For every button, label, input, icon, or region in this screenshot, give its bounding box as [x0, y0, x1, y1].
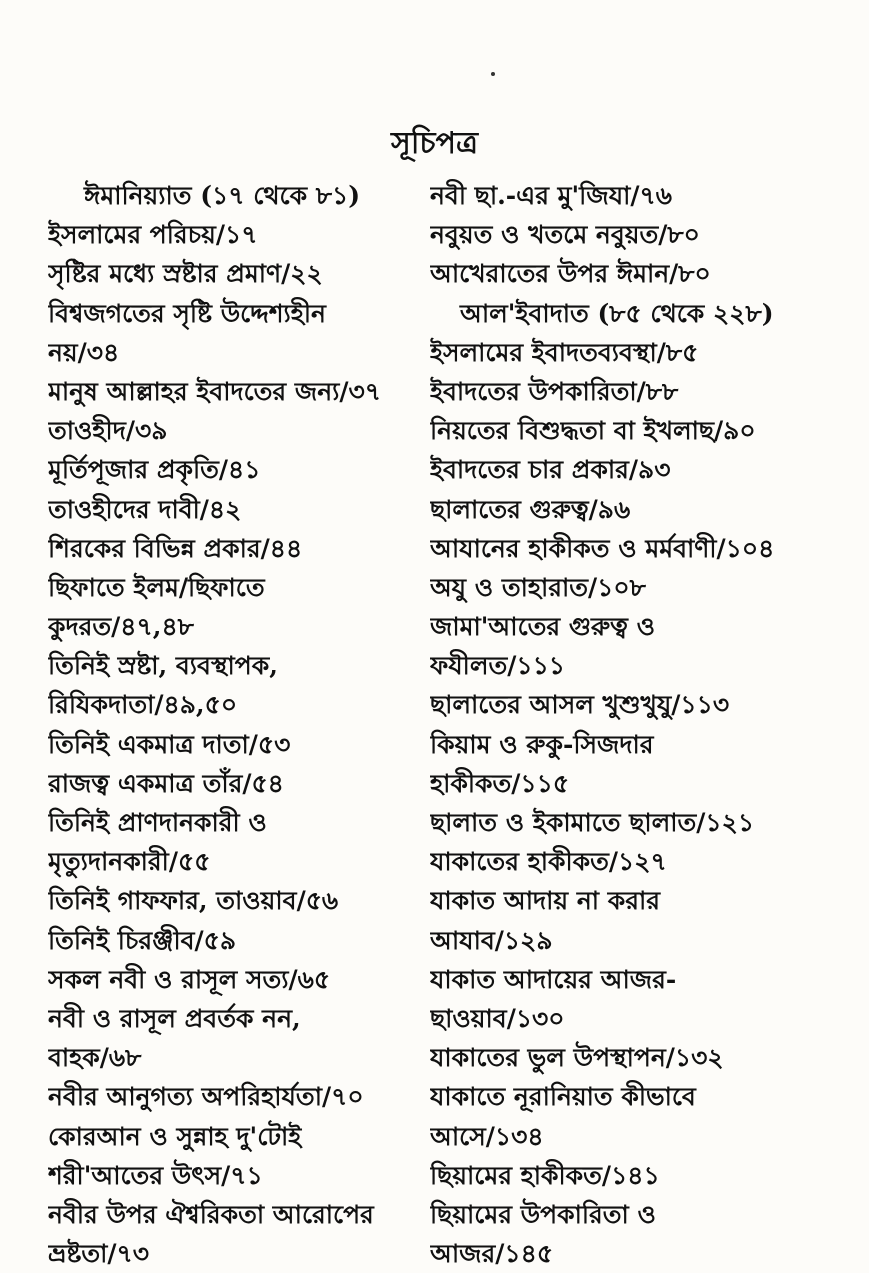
toc-entry: কুদরত/৪৭,৪৮ [48, 612, 194, 642]
toc-entry: ছিয়ামের হাকীকত/১৪১ [430, 1160, 660, 1190]
page-title: সূচিপত্র [391, 126, 478, 161]
toc-entry: তিনিই একমাত্র দাতা/৫৩ [48, 729, 291, 759]
toc-entry: যাকাতের ভুল উপস্থাপন/১৩২ [430, 1043, 724, 1073]
toc-entry: মূর্তিপূজার প্রকৃতি/৪১ [48, 455, 261, 485]
toc-entry: সকল নবী ও রাসূল সত্য/৬৫ [48, 964, 331, 994]
toc-entry: কিয়াম ও রুকু-সিজদার [430, 729, 654, 759]
toc-entry: রিযিকদাতা/৪৯,৫০ [48, 690, 238, 720]
toc-entry: মানুষ আল্লাহর ইবাদতের জন্য/৩৭ [48, 376, 382, 406]
toc-entry: নবী ও রাসূল প্রবর্তক নন, [48, 1003, 301, 1033]
toc-entry: ইবাদতের উপকারিতা/৮৮ [430, 376, 679, 406]
toc-entry: বাহক/৬৮ [48, 1043, 142, 1073]
toc-entry: ইসলামের পরিচয়/১৭ [48, 220, 258, 250]
toc-entry: ছিয়ামের উপকারিতা ও [430, 1199, 656, 1229]
toc-entry: বিশ্বজগতের সৃষ্টি উদ্দেশ্যহীন [48, 298, 326, 328]
toc-entry: নবীর উপর ঐশ্বরিকতা আরোপের [48, 1199, 374, 1229]
toc-entry: রাজত্ব একমাত্র তাঁর/৫৪ [48, 768, 284, 798]
toc-left-column [48, 176, 420, 1273]
toc-entry: সৃষ্টির মধ্যে স্রষ্টার প্রমাণ/২২ [48, 259, 323, 289]
toc-right-column [430, 176, 830, 1273]
toc-entry: জামা'আতের গুরুত্ব ও [430, 612, 656, 642]
toc-entry: যাকাত আদায় না করার [430, 886, 660, 916]
toc-entry: আযানের হাকীকত ও মর্মবাণী/১০৪ [430, 533, 775, 563]
toc-entry: শিরকের বিভিন্ন প্রকার/৪৪ [48, 533, 303, 563]
toc-entry: শরী'আতের উৎস/৭১ [48, 1160, 263, 1190]
toc-entry: ছালাত ও ইকামাতে ছালাত/১২১ [430, 808, 755, 837]
toc-section-heading: ঈমানিয়্যাত (১৭ থেকে ৮১) [84, 181, 361, 210]
toc-entry: তিনিই চিরঞ্জীব/৫৯ [48, 925, 237, 955]
toc-entry: আজর/১৪৫ [430, 1239, 554, 1269]
toc-entry: তাওহীদের দাবী/৪২ [48, 494, 242, 524]
toc-entry: অযু ও তাহারাত/১০৮ [430, 572, 646, 602]
toc-entry: আযাব/১২৯ [430, 925, 553, 955]
toc-entry: আখেরাতের উপর ঈমান/৮০ [430, 259, 711, 289]
toc-section-heading: আল'ইবাদাত (৮৫ থেকে ২২৮) [460, 298, 774, 328]
toc-entry: ছালাতের আসল খুশুখুযু/১১৩ [430, 690, 730, 720]
toc-entry: তাওহীদ/৩৯ [48, 416, 168, 446]
toc-entry: তিনিই প্রাণদানকারী ও [48, 808, 267, 837]
toc-entry: ইসলামের ইবাদতব্যবস্থা/৮৫ [430, 337, 699, 367]
toc-entry: নবী ছা.-এর মু'জিযা/৭৬ [430, 181, 672, 210]
toc-entry: যাকাতের হাকীকত/১২৭ [430, 847, 667, 877]
toc-entry: ছিফাতে ইলম/ছিফাতে [48, 572, 265, 602]
toc-entry: ইবাদতের চার প্রকার/৯৩ [430, 455, 671, 485]
toc-entry: তিনিই গাফফার, তাওয়াব/৫৬ [48, 886, 339, 916]
toc-entry: হাকীকত/১১৫ [430, 768, 570, 798]
toc-entry: আসে/১৩৪ [430, 1121, 544, 1151]
toc-entry: নবুয়ত ও খতমে নবুয়ত/৮০ [430, 220, 700, 250]
toc-entry: ছাওয়াব/১৩০ [430, 1003, 565, 1033]
toc-entry: নবীর আনুগত্য অপরিহার্যতা/৭০ [48, 1082, 364, 1112]
toc-entry: ফযীলত/১১১ [430, 651, 566, 681]
toc-entry: মৃত্যুদানকারী/৫৫ [48, 847, 211, 877]
toc-entry: যাকাতে নূরানিয়াত কীভাবে [430, 1082, 696, 1112]
toc-entry: ছালাতের গুরুত্ব/৯৬ [430, 494, 631, 524]
toc-entry: যাকাত আদায়ের আজর- [430, 964, 677, 994]
toc-entry: নয়/৩৪ [48, 337, 120, 367]
toc-entry: নিয়তের বিশুদ্ধতা বা ইখলাছ/৯০ [430, 416, 756, 446]
toc-entry: তিনিই স্রষ্টা, ব্যবস্থাপক, [48, 651, 278, 681]
ink-speck [491, 72, 495, 76]
toc-entry: কোরআন ও সুন্নাহ দু'টোই [48, 1121, 302, 1151]
toc-entry: ভ্রষ্টতা/৭৩ [48, 1239, 150, 1269]
